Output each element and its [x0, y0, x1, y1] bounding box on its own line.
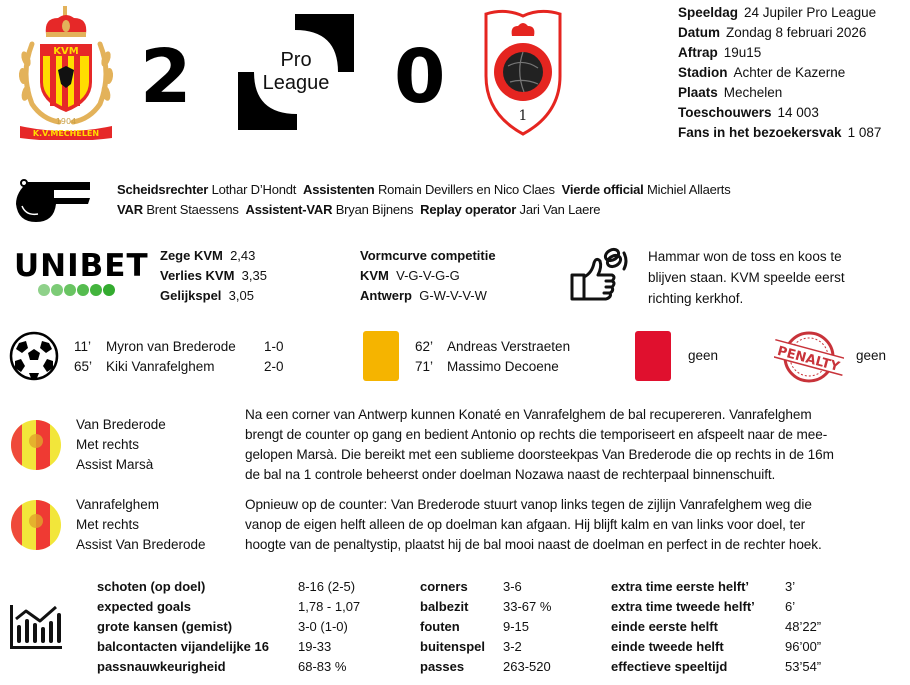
odds-loss: Verlies KVM 3,35: [160, 268, 267, 283]
officials: [117, 180, 731, 220]
form-curve: [360, 246, 496, 306]
penalties-value: geen: [856, 348, 887, 363]
description-line: gelopen Marsà. Die bereikt met een sublieme doorsteekpas Van Brederode die op rechts in de 16m: [245, 447, 834, 462]
goal-item: 11’ Myron van Brederode 1-0: [74, 339, 284, 354]
goal-detail-1-description: [245, 405, 834, 485]
unibet-wordmark: UNIBET: [14, 248, 149, 284]
stat-row: corners 3-6: [420, 579, 522, 594]
unibet-dot: [51, 284, 63, 296]
description-line: Na een corner van Antwerp kunnen Konaté en Vanrafelghem de bal recupereren. Vanrafelghem: [245, 407, 812, 422]
match-info-datum: Datum Zondag 8 februari 2026: [678, 25, 867, 40]
unibet-dot: [103, 284, 115, 296]
yellow-card-icon: [363, 331, 399, 381]
away-crest: [480, 6, 566, 136]
stat-row: schoten (op doel) 8-16 (2-5): [97, 579, 356, 594]
goal-scorer: Vanrafelghem: [76, 497, 160, 512]
officials-line-2: VAR Brent Staessens Assistent-VAR Bryan Bijnens Replay operator Jari Van Laere: [117, 202, 601, 217]
goal-foot: Met rechts: [76, 517, 140, 532]
soccer-ball-icon: [9, 331, 59, 381]
goal-assist: Assist Van Brederode: [76, 537, 206, 552]
stat-row: einde eerste helft 48’22”: [611, 619, 822, 634]
pro-league-logo: [238, 14, 354, 130]
description-line: brengt de counter op gang en bedient Antonio op rechts die temporiseert en afspeelt naar de mee-: [245, 427, 828, 442]
kvm-ball-icon: [10, 419, 62, 471]
form-kvm: KVM V-G-V-G-G: [360, 268, 460, 283]
goal-detail-1-info: [76, 415, 166, 475]
penalty-stamp-icon: [774, 330, 844, 384]
goal-list: [74, 337, 284, 377]
description-line: hoogte van de penaltystip, plaatst hij de bal mooi naast de doelman en perfect in de rechter hoek.: [245, 537, 822, 552]
unibet-dots: [38, 284, 144, 296]
whistle-icon: [14, 176, 92, 222]
toss-line: blijven staan. KVM speelde eerst: [648, 270, 845, 285]
stat-row: effectieve speeltijd 53’54”: [611, 659, 822, 674]
stat-row: extra time eerste helft’ 3’: [611, 579, 796, 594]
odds: [160, 246, 267, 306]
unibet-dot: [38, 284, 50, 296]
stat-row: einde tweede helft 96’00”: [611, 639, 822, 654]
match-info-stadion: Stadion Achter de Kazerne: [678, 65, 846, 80]
officials-line-1: Scheidsrechter Lothar D’Hondt Assistenten Romain Devillers en Nico Claes Vierde official Michiel Allaerts: [117, 182, 731, 197]
yellow-card-list: [415, 337, 570, 377]
description-line: de bal na 1 controle beheerst onder doelman Nozawa naast de rechterpaal binnenschuift.: [245, 467, 776, 482]
home-score: 2: [140, 34, 192, 120]
match-info-toeschouwers: Toeschouwers 14 003: [678, 105, 819, 120]
goal-detail-2-info: [76, 495, 206, 555]
stat-row: grote kansen (gemist) 3-0 (1-0): [97, 619, 348, 634]
goal-assist: Assist Marsà: [76, 457, 154, 472]
unibet-dot: [77, 284, 89, 296]
statistics-chart-icon: [10, 603, 62, 649]
match-info-aftrap: Aftrap 19u15: [678, 45, 762, 60]
match-info: [678, 3, 881, 143]
toss-line: Hammar won de toss en koos te: [648, 249, 842, 264]
match-info-bezoekersvak: Fans in het bezoekersvak 1 087: [678, 125, 882, 140]
form-antwerp: Antwerp G-W-V-V-W: [360, 288, 487, 303]
away-crest-number: 1: [518, 108, 528, 124]
home-crest-year: 1904: [55, 117, 77, 126]
pro-league-line1: Pro: [280, 49, 312, 71]
stat-row: passnauwkeurigheid 68-83 %: [97, 659, 347, 674]
stat-row: passes 263-520: [420, 659, 551, 674]
odds-win: Zege KVM 2,43: [160, 248, 256, 263]
home-crest-text: KVM: [53, 46, 79, 57]
stat-row: fouten 9-15: [420, 619, 530, 634]
yellow-card-item: 71’ Massimo Decoene: [415, 359, 559, 374]
unibet-logo: [14, 248, 149, 300]
stats-col-3: [611, 577, 821, 677]
stat-row: balbezit 33-67 %: [420, 599, 552, 614]
toss-line: richting kerkhof.: [648, 291, 744, 306]
penalty-stamp-text: PENALTY: [775, 343, 842, 375]
unibet-dot: [90, 284, 102, 296]
home-crest-name: K.V.MECHELEN: [32, 129, 100, 138]
stats-col-2: [420, 577, 551, 677]
away-score: 0: [394, 34, 446, 120]
description-line: Opnieuw op de counter: Van Brederode stuurt vanop links tegen de zijlijn Vanrafelghem weg die: [245, 497, 812, 512]
stat-row: extra time tweede helft’ 6’: [611, 599, 796, 614]
red-card-icon: [635, 331, 671, 381]
goal-scorer: Van Brederode: [76, 417, 166, 432]
stat-row: expected goals 1,78 - 1,07: [97, 599, 361, 614]
stat-row: balcontacten vijandelijke 16 19-33: [97, 639, 332, 654]
stat-row: buitenspel 3-2: [420, 639, 522, 654]
unibet-dot: [64, 284, 76, 296]
match-info-plaats: Plaats Mechelen: [678, 85, 783, 100]
stats-col-1: [97, 577, 360, 677]
goal-foot: Met rechts: [76, 437, 140, 452]
pro-league-line2: League: [262, 72, 330, 94]
coin-toss-icon: [568, 245, 630, 303]
home-crest: [14, 4, 118, 140]
odds-draw: Gelijkspel 3,05: [160, 288, 254, 303]
kvm-ball-icon: [10, 499, 62, 551]
goal-detail-2-description: [245, 495, 822, 555]
match-info-speeldag: Speeldag 24 Jupiler Pro League: [678, 5, 877, 20]
goal-item: 65’ Kiki Vanrafelghem 2-0: [74, 359, 284, 374]
description-line: vanop de eigen helft alleen de op doelman kan afgaan. Hij blijft kalm en van links voor doel, ter: [245, 517, 806, 532]
red-cards-value: geen: [688, 348, 719, 363]
form-title: Vormcurve competitie: [360, 248, 496, 263]
toss-text: [648, 246, 845, 309]
yellow-card-item: 62’ Andreas Verstraeten: [415, 339, 571, 354]
